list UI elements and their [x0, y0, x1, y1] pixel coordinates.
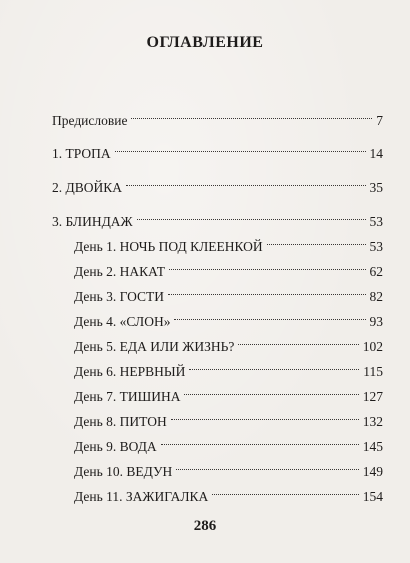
toc-entry-page: 102 — [362, 339, 383, 354]
toc-entry-label: 2. ДВОЙКА — [52, 180, 122, 195]
dot-leader — [169, 404, 361, 426]
toc-entry-page: 127 — [362, 389, 383, 404]
toc-entry-page: 145 — [362, 439, 383, 454]
dot-leader — [129, 103, 374, 125]
dot-leader — [135, 204, 368, 226]
toc-entry-chapter-2 — [52, 170, 383, 195]
toc-entry-label: День 7. ТИШИНА — [74, 389, 181, 404]
toc-entry-day-10 — [74, 454, 383, 479]
toc-entry-day-2 — [74, 254, 383, 279]
toc-entry-label: День 4. «СЛОН» — [74, 314, 171, 329]
dot-leader — [166, 279, 367, 301]
dot-leader — [210, 479, 361, 501]
toc-entry-day-5 — [74, 329, 383, 354]
dot-leader — [159, 429, 361, 451]
toc-entry-page: 62 — [369, 264, 383, 279]
toc-entry-label: 3. БЛИНДАЖ — [52, 214, 133, 229]
toc-entry-day-9 — [74, 429, 383, 454]
toc-entry-day-1 — [74, 229, 383, 254]
dot-leader — [265, 229, 368, 251]
toc-entry-label: День 8. ПИТОН — [74, 414, 167, 429]
dot-leader — [124, 170, 368, 192]
dot-leader — [187, 354, 361, 376]
toc-entry-page: 93 — [369, 314, 383, 329]
toc-entry-page: 53 — [369, 214, 383, 229]
dot-leader — [236, 329, 360, 351]
page-title: ОГЛАВЛЕНИЕ — [146, 34, 264, 51]
toc-entry-label: Предисловие — [52, 113, 128, 128]
toc-entry-label: День 5. ЕДА ИЛИ ЖИЗНЬ? — [74, 339, 235, 354]
toc-entry-page: 82 — [369, 289, 383, 304]
toc-entry-preface — [52, 103, 383, 128]
toc-entry-label: День 1. НОЧЬ ПОД КЛЕЕНКОЙ — [74, 239, 263, 254]
toc-entry-label: День 9. ВОДА — [74, 439, 157, 454]
toc-entry-day-8 — [74, 404, 383, 429]
toc-entry-page: 14 — [369, 146, 383, 161]
toc-entry-page: 53 — [369, 239, 383, 254]
toc-entry-label: 1. ТРОПА — [52, 146, 111, 161]
toc-entry-chapter-3 — [52, 204, 383, 229]
toc-entry-day-11 — [74, 479, 383, 504]
toc-entry-day-4 — [74, 304, 383, 329]
toc-entry-label: День 10. ВЕДУН — [74, 464, 173, 479]
toc-entry-page: 7 — [376, 113, 383, 128]
toc-entry-page: 35 — [369, 180, 383, 195]
page-number: 286 — [193, 518, 217, 534]
toc-entry-day-7 — [74, 379, 383, 404]
toc-entry-chapter-1 — [52, 136, 383, 161]
dot-leader — [172, 304, 367, 326]
dot-leader — [113, 136, 368, 158]
dot-leader — [182, 379, 360, 401]
toc-entry-label: День 11. ЗАЖИГАЛКА — [74, 489, 209, 504]
toc-entry-page: 154 — [362, 489, 383, 504]
toc-entry-page: 149 — [362, 464, 383, 479]
dot-leader — [174, 454, 360, 476]
toc-entry-day-6 — [74, 354, 383, 379]
dot-leader — [167, 254, 368, 276]
toc-entry-page: 132 — [362, 414, 383, 429]
toc-entry-day-3 — [74, 279, 383, 304]
toc-entry-page: 115 — [363, 364, 383, 379]
toc-entry-label: День 6. НЕРВНЫЙ — [74, 364, 186, 379]
toc-entry-label: День 3. ГОСТИ — [74, 289, 165, 304]
toc-entry-label: День 2. НАКАТ — [74, 264, 165, 279]
